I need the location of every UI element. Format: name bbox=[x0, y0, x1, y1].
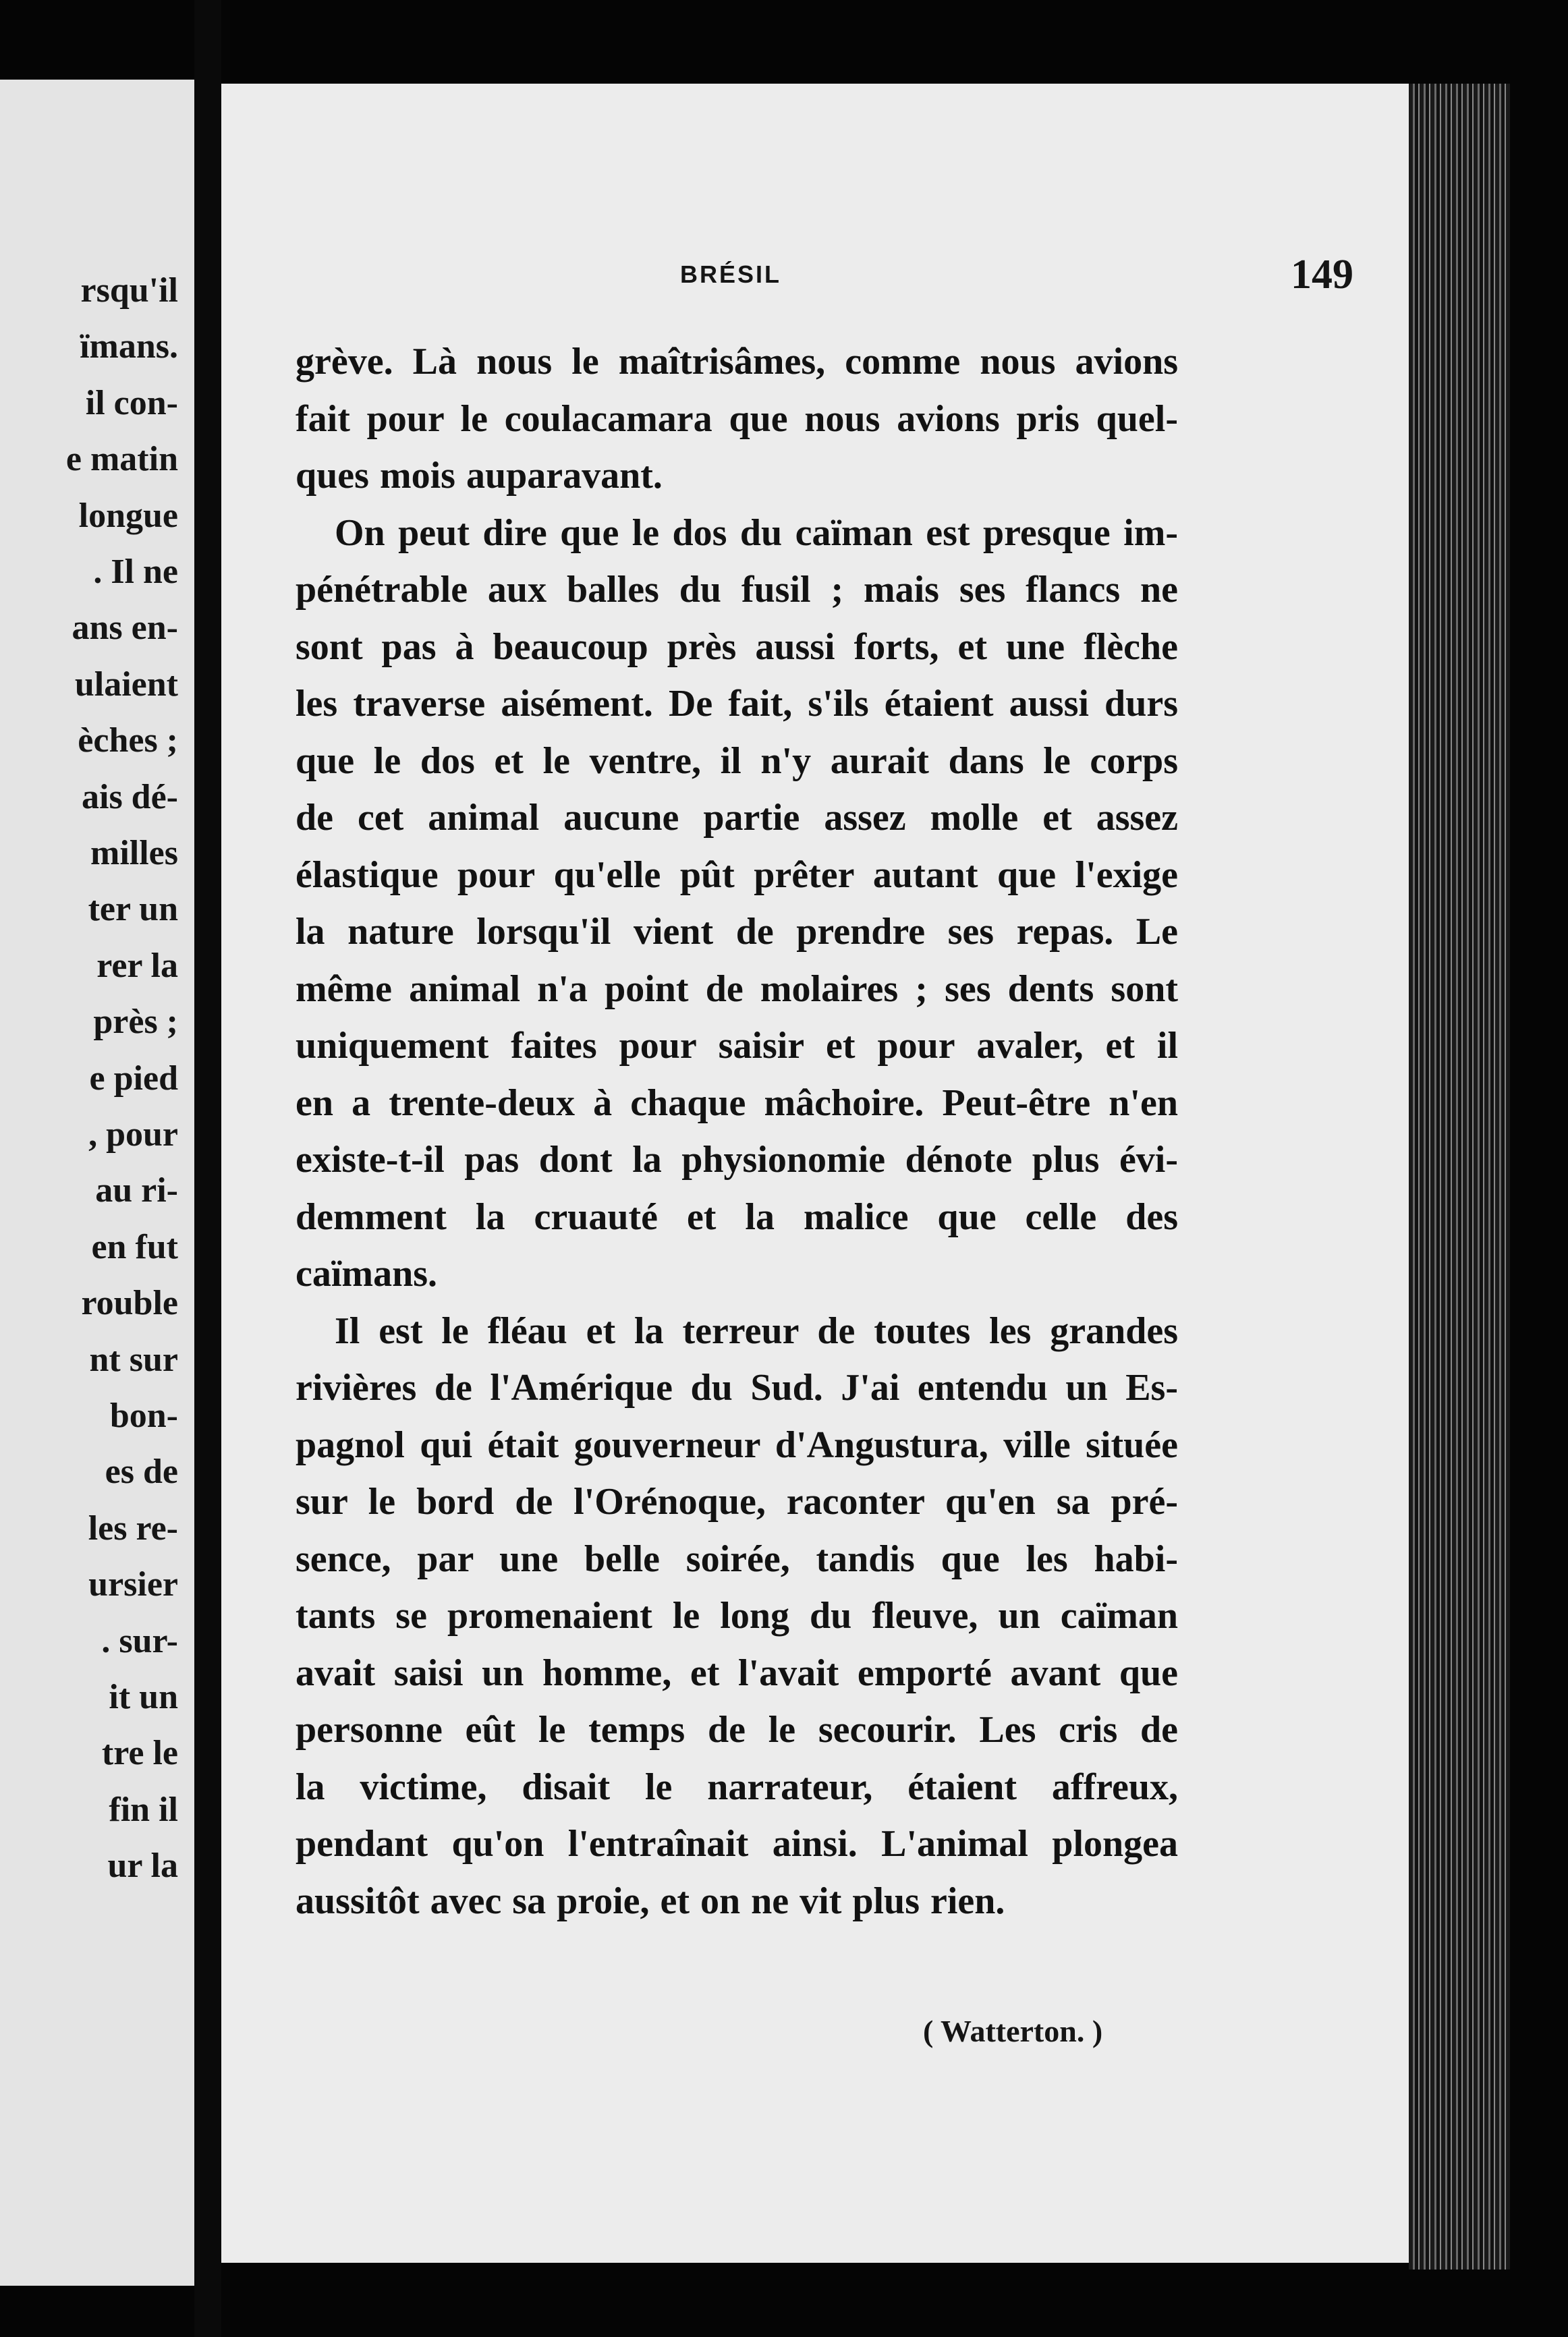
text-line: pendant qu'on l'entraînait ainsi. L'animal plongea bbox=[296, 1823, 1178, 1865]
text-line: de cet animal aucune partie assez molle et assez bbox=[296, 797, 1178, 839]
text-line: pagnol qui était gouverneur d'Angustura, ville située bbox=[296, 1424, 1178, 1466]
previous-page-line: milles bbox=[90, 834, 178, 872]
text-line: rivières de l'Amérique du Sud. J'ai entendu un Es- bbox=[296, 1367, 1178, 1409]
previous-page-line: ursier bbox=[88, 1565, 178, 1604]
text-line: élastique pour qu'elle pût prêter autant que l'exige bbox=[296, 853, 1178, 896]
text-line: demment la cruauté et la malice que celle des bbox=[296, 1195, 1178, 1238]
text-line: tants se promenaient le long du fleuve, un caïman bbox=[296, 1595, 1178, 1637]
text-line: On peut dire que le dos du caïman est presque im- bbox=[335, 511, 1178, 554]
book-page-edges bbox=[1409, 84, 1510, 2270]
text-line: les traverse aisément. De fait, s'ils étaient aussi durs bbox=[296, 683, 1178, 725]
text-line: sont pas à beaucoup près aussi forts, et une flèche bbox=[296, 625, 1178, 668]
text-line: même animal n'a point de molaires ; ses dents sont bbox=[296, 967, 1178, 1010]
previous-page-line: au ri- bbox=[95, 1171, 178, 1210]
book-gutter bbox=[194, 0, 221, 2337]
previous-page-line: nt sur bbox=[89, 1340, 178, 1379]
previous-page-line: rer la bbox=[96, 946, 178, 985]
text-line: uniquement faites pour saisir et pour avaler, et il bbox=[296, 1025, 1178, 1067]
previous-page-line: ais dé- bbox=[82, 777, 178, 816]
text-line: en a trente-deux à chaque mâchoire. Peut-être n'en bbox=[296, 1081, 1178, 1124]
text-line: la victime, disait le narrateur, étaient affreux, bbox=[296, 1766, 1178, 1808]
text-line: caïmans. bbox=[296, 1253, 437, 1295]
previous-page-line: en fut bbox=[91, 1227, 178, 1266]
previous-page-line: rsqu'il bbox=[80, 271, 178, 310]
text-line: ques mois auparavant. bbox=[296, 455, 663, 497]
text-line: fait pour le coulacamara que nous avions pris quel- bbox=[296, 397, 1178, 440]
previous-page-line: . sur- bbox=[101, 1621, 178, 1660]
previous-page-line: èches ; bbox=[78, 721, 178, 760]
previous-page-line: il con- bbox=[85, 383, 178, 422]
text-line: la nature lorsqu'il vient de prendre ses repas. Le bbox=[296, 911, 1178, 953]
previous-page-line: ïmans. bbox=[80, 327, 178, 366]
text-line: avait saisi un homme, et l'avait emporté avant que bbox=[296, 1652, 1178, 1694]
page-number: 149 bbox=[1291, 252, 1353, 298]
text-line: grève. Là nous le maîtrisâmes, comme nous avions bbox=[296, 341, 1178, 383]
attribution: ( Watterton. ) bbox=[923, 2014, 1103, 2048]
previous-page-line: ur la bbox=[107, 1847, 178, 1886]
text-line: que le dos et le ventre, il n'y aurait dans le corps bbox=[296, 739, 1178, 782]
book-page bbox=[221, 84, 1409, 2263]
previous-page-line: , pour bbox=[88, 1115, 178, 1154]
previous-page-line: . Il ne bbox=[93, 553, 178, 591]
previous-page-line: bon- bbox=[109, 1397, 178, 1435]
previous-page-line: rouble bbox=[81, 1284, 178, 1323]
text-line: personne eût le temps de le secourir. Les cris de bbox=[296, 1709, 1178, 1751]
text-line: Il est le fléau et la terreur de toutes les grandes bbox=[335, 1310, 1178, 1352]
previous-page-fragment bbox=[0, 80, 194, 2286]
text-line: sence, par une belle soirée, tandis que les habi- bbox=[296, 1538, 1178, 1580]
previous-page-line: tre le bbox=[101, 1734, 178, 1773]
text-line: sur le bord de l'Orénoque, raconter qu'en sa pré- bbox=[296, 1481, 1178, 1523]
previous-page-line: ter un bbox=[88, 890, 178, 929]
previous-page-line: fin il bbox=[109, 1790, 178, 1829]
running-title: BRÉSIL bbox=[680, 260, 782, 288]
previous-page-line: es de bbox=[105, 1453, 178, 1492]
text-line: aussitôt avec sa proie, et on ne vit plus rien. bbox=[296, 1880, 1005, 1922]
previous-page-line: e matin bbox=[65, 440, 178, 479]
text-line: existe-t-il pas dont la physionomie dénote plus évi- bbox=[296, 1139, 1178, 1181]
body-text bbox=[296, 333, 1178, 1930]
previous-page-line: e pied bbox=[89, 1059, 178, 1098]
previous-page-line: les re- bbox=[88, 1509, 178, 1548]
previous-page-line: longue bbox=[78, 496, 178, 535]
previous-page-line: ans en- bbox=[72, 609, 178, 648]
previous-page-line: it un bbox=[109, 1678, 178, 1716]
page-header bbox=[221, 252, 1409, 314]
text-line: pénétrable aux balles du fusil ; mais ses flancs ne bbox=[296, 569, 1178, 611]
previous-page-line: près ; bbox=[93, 1003, 178, 1042]
previous-page-line: ulaient bbox=[74, 665, 178, 704]
